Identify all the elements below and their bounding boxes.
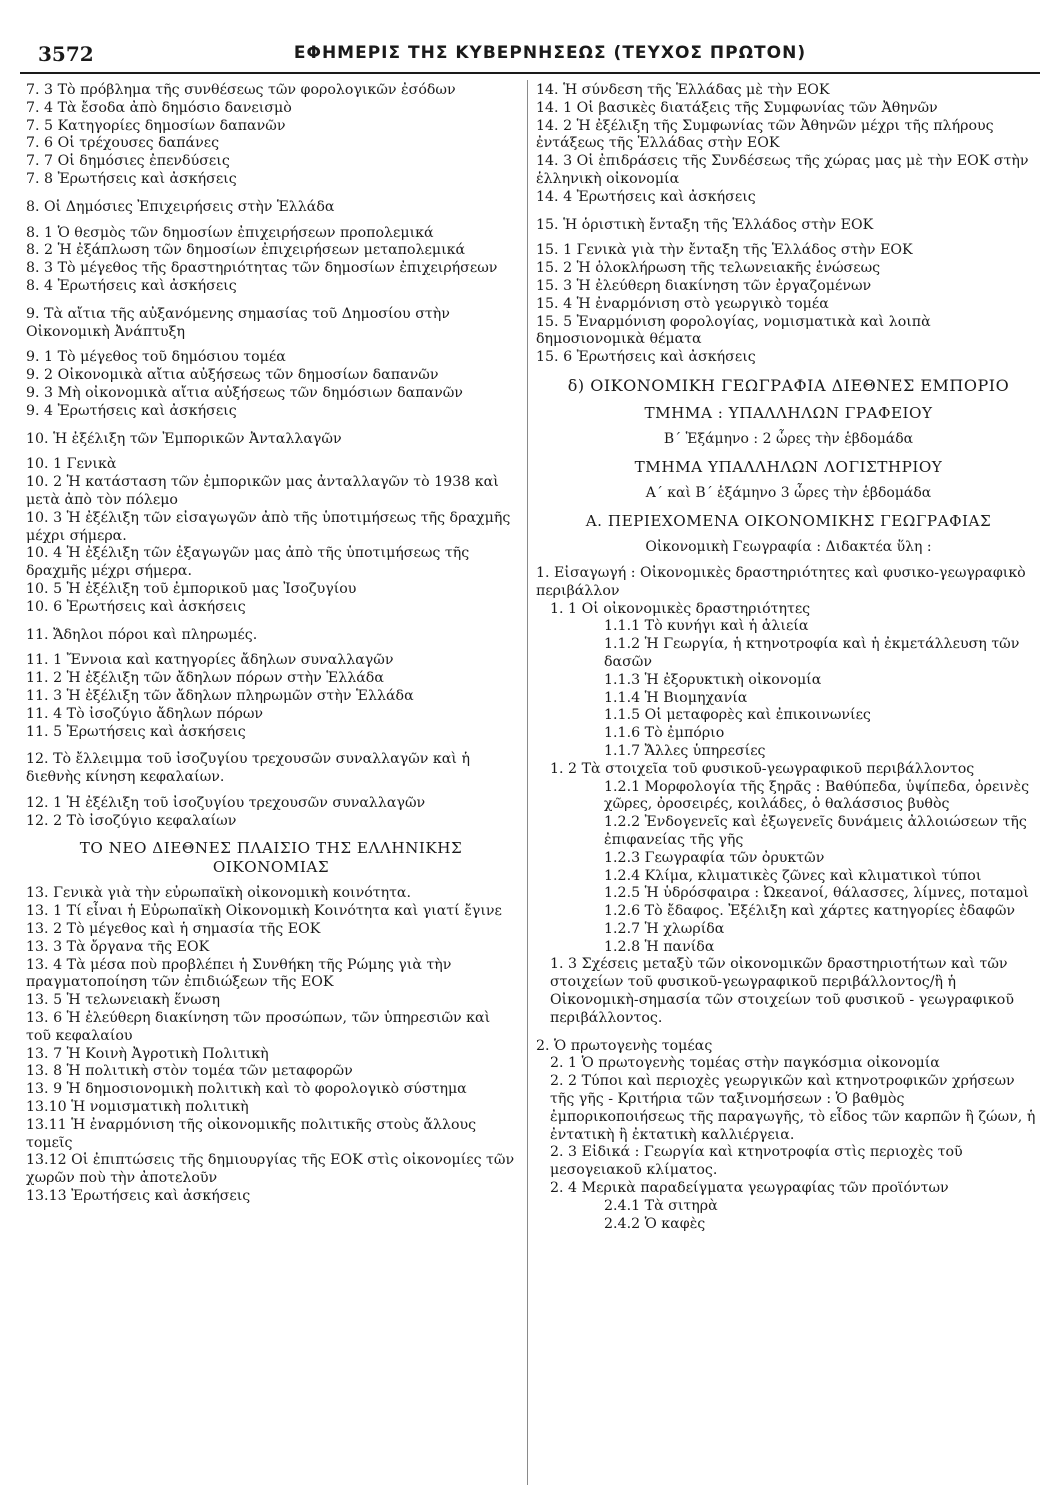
syllabus-item: 7. 3 Τὸ πρόβλημα τῆς συνθέσεως τῶν φορολογικῶν ἐσόδων <box>26 82 456 98</box>
gazette-title: ΕΦΗΜΕΡΙΣ ΤΗΣ ΚΥΒΕΡΝΗΣΕΩΣ (ΤΕΥΧΟΣ ΠΡΩΤΟΝ) <box>293 43 807 63</box>
syllabus-item: 13. 2 Τὸ μέγεθος καὶ ἡ σημασία τῆς ΕΟΚ <box>26 921 321 938</box>
syllabus-item: 15. 6 Ἐρωτήσεις καὶ ἀσκήσεις <box>536 349 756 366</box>
syllabus-item: 1.2.2 Ἐνδογενεῖς καὶ ἐξωγενεῖς δυνάμεις ἀλλοιώσεων τῆς ἐπιφανείας τῆς γῆς <box>604 814 1027 848</box>
syllabus-item: 10. 4 Ἡ ἐξέλιξη τῶν ἐξαγωγῶν μας ἀπὸ τῆς ὑποτιμήσεως τῆς δραχμῆς μέχρι σήμερα. <box>26 545 470 580</box>
syllabus-item: 8. 4 Ἐρωτήσεις καὶ ἀσκήσεις <box>26 277 237 294</box>
syllabus-item: 14. 2 Ἡ ἐξέλιξη τῆς Συμφωνίας τῶν Ἀθηνῶν μέχρι τῆς πλήρους ἐντάξεως τῆς Ἑλλάδας στὴν ΕΟΚ <box>536 117 994 152</box>
syllabus-item: 10. 3 Ἡ ἐξέλιξη τῶν εἰσαγωγῶν ἀπὸ τῆς ὑποτιμήσεως τῆς δραχμῆς μέχρι σήμερα. <box>26 509 511 544</box>
syllabus-item: 11. 5 Ἐρωτήσεις καὶ ἀσκήσεις <box>26 723 246 740</box>
syllabus-item: 2. 2 Τύποι καὶ περιοχὲς γεωργικῶν καὶ κτηνοτροφικῶν χρήσεων τῆς γῆς - Κριτήρια τῶν ταξινομήσεων : Ὁ βαθμὸς ἐμπορικοποιήσεως τῆς παραγωγῆς, τὸ εἶδος τῶν καρπῶν ἢ ζώων, ἡ ἐντατικὴ ἢ ἐκτατικὴ καλλιέργεια. <box>550 1073 1036 1143</box>
syllabus-item: 7. 5 Κατηγορίες δημοσίων δαπανῶν <box>26 117 286 134</box>
syllabus-item: 13. 5 Ἡ τελωνειακὴ ἕνωση <box>26 992 220 1009</box>
section-title: Β΄ Ἑξάμηνο : 2 ὧρες τὴν ἑβδομάδα <box>663 430 914 447</box>
section-title: Οἰκονομικὴ Γεωγραφία : Διδακτέα ὕλη : <box>645 538 932 555</box>
syllabus-item: 2.4.2 Ὁ καφὲς <box>604 1215 706 1232</box>
syllabus-item: 12. 2 Τὸ ἰσοζύγιο κεφαλαίων <box>26 812 237 829</box>
syllabus-item: 1. Εἰσαγωγή : Οἰκονομικὲς δραστηριότητες καὶ φυσικο-γεωγραφικὸ περιβάλλον <box>536 564 1026 599</box>
syllabus-item: 13. 1 Τί εἶναι ἡ Εὐρωπαϊκὴ Οἰκονομικὴ Κοινότητα καὶ γιατί ἔγινε <box>26 903 502 920</box>
syllabus-item: 10. 2 Ἡ κατάσταση τῶν ἐμπορικῶν μας ἀνταλλαγῶν τὸ 1938 καὶ μετὰ ἀπὸ τὸν πόλεμο <box>26 474 499 508</box>
syllabus-item: 1.2.6 Τὸ ἔδαφος. Ἐξέλιξη καὶ χάρτες κατηγορίες ἐδαφῶν <box>604 903 1016 920</box>
syllabus-item: 10. 1 Γενικὰ <box>26 456 117 473</box>
syllabus-item: 1. 1 Οἱ οἰκονομικὲς δραστηριότητες <box>550 600 811 617</box>
syllabus-item: 1.1.4 Ἡ Βιομηχανία <box>604 689 748 706</box>
page-header <box>20 38 1040 74</box>
syllabus-item: 1.2.5 Ἡ ὑδρόσφαιρα : Ὠκεανοί, θάλασσες, λίμνες, ποταμοὶ <box>604 885 1029 902</box>
syllabus-item: 14. Ἡ σύνδεση τῆς Ἑλλάδας μὲ τὴν ΕΟΚ <box>536 82 830 98</box>
page-number: 3572 <box>38 42 94 66</box>
section-title: ΤΟ ΝΕΟ ΔΙΕΘΝΕΣ ΠΛΑΙΣΙΟ ΤΗΣ ΕΛΛΗΝΙΚΗΣ ΟΙΚΟΝΟΜΙΑΣ <box>79 839 463 877</box>
syllabus-item: 9. 4 Ἐρωτήσεις καὶ ἀσκήσεις <box>26 402 237 419</box>
syllabus-item: 14. 4 Ἐρωτήσεις καὶ ἀσκήσεις <box>536 188 756 205</box>
syllabus-item: 7. 6 Οἱ τρέχουσες δαπάνες <box>26 135 220 152</box>
section-title: Α΄ καὶ Β΄ ἑξάμηνο 3 ὧρες τὴν ἑβδομάδα <box>645 484 932 501</box>
syllabus-item: 11. Ἄδηλοι πόροι καὶ πληρωμές. <box>26 626 258 643</box>
syllabus-item: 9. 2 Οἰκονομικὰ αἴτια αὐξήσεως τῶν δημοσίων δαπανῶν <box>26 367 439 384</box>
syllabus-item: 11. 4 Τὸ ἰσοζύγιο ἄδηλων πόρων <box>26 705 264 722</box>
syllabus-item: 14. 3 Οἱ ἐπιδράσεις τῆς Συνδέσεως τῆς χώρας μας μὲ τὴν ΕΟΚ στὴν ἑλληνικὴ οἰκονομία <box>536 153 1029 187</box>
syllabus-item: 1.1.1 Τὸ κυνήγι καὶ ἡ ἁλιεία <box>604 618 809 635</box>
syllabus-item: 13.12 Οἱ ἐπιπτώσεις τῆς δημιουργίας τῆς ΕΟΚ στὶς οἰκονομίες τῶν χωρῶν ποὺ τὴν ἀποτελοῦν <box>26 1152 515 1187</box>
syllabus-item: 14. 1 Οἱ βασικὲς διατάξεις τῆς Συμφωνίας τῶν Ἀθηνῶν <box>536 99 938 116</box>
syllabus-item: 1.2.1 Μορφολογία τῆς ξηρᾶς : Βαθύπεδα, ὑψίπεδα, ὀρεινὲς χῶρες, ὀροσειρές, κοιλάδες, ὁ θαλάσσιος βυθὸς <box>604 778 1030 813</box>
syllabus-item: 9. 3 Μὴ οἰκονομικὰ αἴτια αὐξήσεως τῶν δημόσιων δαπανῶν <box>26 384 463 401</box>
left-column <box>26 82 516 1206</box>
syllabus-item: 15. 1 Γενικὰ γιὰ τὴν ἔνταξη τῆς Ἑλλάδος στὴν ΕΟΚ <box>536 242 913 259</box>
syllabus-item: 10. 5 Ἡ ἐξέλιξη τοῦ ἐμπορικοῦ μας Ἰσοζυγίου <box>26 580 357 597</box>
syllabus-item: 1.1.6 Τὸ ἐμπόριο <box>604 725 725 742</box>
syllabus-item: 1.2.7 Ἡ χλωρίδα <box>604 920 725 937</box>
syllabus-item: 1.2.4 Κλίμα, κλιματικὲς ζῶνες καὶ κλιματικοὶ τύποι <box>604 867 982 884</box>
syllabus-item: 15. 5 Ἐναρμόνιση φορολογίας, νομισματικὰ καὶ λοιπὰ δημοσιονομικὰ θέματα <box>536 313 931 348</box>
syllabus-item: 1.2.8 Ἡ πανίδα <box>604 938 715 955</box>
syllabus-item: 13. 4 Τὰ μέσα ποὺ προβλέπει ἡ Συνθήκη τῆς Ρώμης γιὰ τὴν πραγματοποίηση τῶν ἐπιδιώξεων τῆς ΕΟΚ <box>26 956 452 991</box>
syllabus-item: 8. 3 Τὸ μέγεθος τῆς δραστηριότητας τῶν δημοσίων ἐπιχειρήσεων <box>26 260 498 277</box>
syllabus-item: 13.10 Ἡ νομισματικὴ πολιτικὴ <box>26 1099 249 1116</box>
syllabus-item: 7. 8 Ἐρωτήσεις καὶ ἀσκήσεις <box>26 170 237 187</box>
syllabus-item: 15. 2 Ἡ ὁλοκλήρωση τῆς τελωνειακῆς ἑνώσεως <box>536 260 881 277</box>
syllabus-item: 2. 4 Μερικὰ παραδείγματα γεωγραφίας τῶν προϊόντων <box>550 1180 949 1197</box>
syllabus-item: 7. 7 Οἱ δημόσιες ἐπενδύσεις <box>26 153 230 170</box>
syllabus-item: 8. Οἱ Δημόσιες Ἐπιχειρήσεις στὴν Ἑλλάδα <box>26 198 335 215</box>
syllabus-item: 15. 3 Ἡ ἐλεύθερη διακίνηση τῶν ἐργαζομένων <box>536 277 872 294</box>
syllabus-item: 13. Γενικὰ γιὰ τὴν εὐρωπαϊκὴ οἰκονομικὴ κοινότητα. <box>26 885 412 902</box>
syllabus-item: 2. 3 Εἰδικά : Γεωργία καὶ κτηνοτροφία στὶς περιοχὲς τοῦ μεσογειακοῦ κλίματος. <box>550 1144 963 1179</box>
syllabus-item: 11. 2 Ἡ ἐξέλιξη τῶν ἄδηλων πόρων στὴν Ἑλλάδα <box>26 670 384 687</box>
syllabus-item: 1.1.5 Οἱ μεταφορὲς καὶ ἐπικοινωνίες <box>604 707 871 724</box>
syllabus-item: 15. Ἡ ὁριστικὴ ἔνταξη τῆς Ἑλλάδος στὴν ΕΟΚ <box>536 216 874 233</box>
syllabus-item: 13. 8 Ἡ πολιτικὴ στὸν τομέα τῶν μεταφορῶν <box>26 1063 353 1080</box>
syllabus-item: 12. 1 Ἡ ἐξέλιξη τοῦ ἰσοζυγίου τρεχουσῶν συναλλαγῶν <box>26 794 426 811</box>
syllabus-item: 1. 2 Τὰ στοιχεῖα τοῦ φυσικοῦ-γεωγραφικοῦ περιβάλλοντος <box>550 760 975 777</box>
syllabus-item: 7. 4 Τὰ ἔσοδα ἀπὸ δημόσιο δανεισμὸ <box>26 99 292 116</box>
right-column <box>536 82 1041 1233</box>
syllabus-item: 13.11 Ἡ ἐναρμόνιση τῆς οἰκονομικῆς πολιτικῆς στοὺς ἄλλους τομεῖς <box>26 1116 477 1151</box>
syllabus-item: 11. 3 Ἡ ἐξέλιξη τῶν ἄδηλων πληρωμῶν στὴν Ἑλλάδα <box>26 687 414 704</box>
syllabus-item: 9. 1 Τὸ μέγεθος τοῦ δημόσιου τομέα <box>26 349 286 366</box>
syllabus-item: 13.13 Ἐρωτήσεις καὶ ἀσκήσεις <box>26 1188 251 1205</box>
syllabus-item: 13. 6 Ἡ ἐλεύθερη διακίνηση τῶν προσώπων, τῶν ὑπηρεσιῶν καὶ τοῦ κεφαλαίου <box>26 1010 491 1044</box>
syllabus-item: 1.2.3 Γεωγραφία τῶν ὀρυκτῶν <box>604 849 825 866</box>
syllabus-item: 1.1.2 Ἡ Γεωργία, ἡ κτηνοτροφία καὶ ἡ ἐκμετάλλευση τῶν δασῶν <box>604 636 1020 670</box>
syllabus-item: 13. 3 Τὰ ὄργανα τῆς ΕΟΚ <box>26 938 210 955</box>
syllabus-item: 1.1.7 Ἄλλες ὑπηρεσίες <box>604 742 766 759</box>
section-title: Α. ΠΕΡΙΕΧΟΜΕΝΑ ΟΙΚΟΝΟΜΙΚΗΣ ΓΕΩΓΡΑΦΙΑΣ <box>585 511 992 530</box>
syllabus-item: 13. 9 Ἡ δημοσιονομικὴ πολιτικὴ καὶ τὸ φορολογικὸ σύστημα <box>26 1081 467 1098</box>
syllabus-item: 13. 7 Ἡ Κοινὴ Ἀγροτικὴ Πολιτικὴ <box>26 1045 269 1062</box>
syllabus-item: 2.4.1 Τὰ σιτηρὰ <box>604 1197 718 1214</box>
syllabus-item: 1. 3 Σχέσεις μεταξὺ τῶν οἰκονομικῶν δραστηριοτήτων καὶ τῶν στοιχείων τοῦ φυσικοῦ-γεωγραφικοῦ περιβάλλοντος/ἢ ἡ Οἰκονομικὴ-σημασία τῶν στοιχείων τοῦ φυσικοῦ - γεωγραφικοῦ περιβάλλοντος. <box>550 956 1014 1026</box>
syllabus-item: 1.1.3 Ἡ ἐξορυκτικὴ οἰκονομία <box>604 671 822 688</box>
syllabus-item: 11. 1 Ἔννοια καὶ κατηγορίες ἄδηλων συναλλαγῶν <box>26 652 394 669</box>
syllabus-item: 8. 1 Ὁ θεσμὸς τῶν δημοσίων ἐπιχειρήσεων προπολεμικά <box>26 224 434 241</box>
section-title: ΤΜΗΜΑ ΥΠΑΛΛΗΛΩΝ ΛΟΓΙΣΤΗΡΙΟΥ <box>634 457 943 476</box>
column-divider <box>527 80 528 1485</box>
syllabus-item: 10. Ἡ ἐξέλιξη τῶν Ἐμπορικῶν Ἀνταλλαγῶν <box>26 430 342 447</box>
section-title: δ) ΟΙΚΟΝΟΜΙΚΗ ΓΕΩΓΡΑΦΙΑ ΔΙΕΘΝΕΣ ΕΜΠΟΡΙΟ <box>567 375 1010 395</box>
syllabus-item: 12. Τὸ ἔλλειμμα τοῦ ἰσοζυγίου τρεχουσῶν συναλλαγῶν καὶ ἡ διεθνὴς κίνηση κεφαλαίων. <box>26 751 470 786</box>
syllabus-item: 2. Ὁ πρωτογενὴς τομέας <box>536 1037 713 1054</box>
syllabus-item: 10. 6 Ἐρωτήσεις καὶ ἀσκήσεις <box>26 598 246 615</box>
section-title: ΤΜΗΜΑ : ΥΠΑΛΛΗΛΩΝ ΓΡΑΦΕΙΟΥ <box>644 403 933 422</box>
syllabus-item: 9. Τὰ αἴτια τῆς αὐξανόμενης σημασίας τοῦ Δημοσίου στὴν Οἰκονομικὴ Ἀνάπτυξη <box>26 305 450 340</box>
syllabus-item: 2. 1 Ὁ πρωτογενὴς τομέας στὴν παγκόσμια οἰκονομία <box>550 1055 940 1072</box>
syllabus-item: 8. 2 Ἡ ἐξάπλωση τῶν δημοσίων ἐπιχειρήσεων μεταπολεμικά <box>26 242 466 259</box>
syllabus-item: 15. 4 Ἡ ἐναρμόνιση στὸ γεωργικὸ τομέα <box>536 295 829 312</box>
